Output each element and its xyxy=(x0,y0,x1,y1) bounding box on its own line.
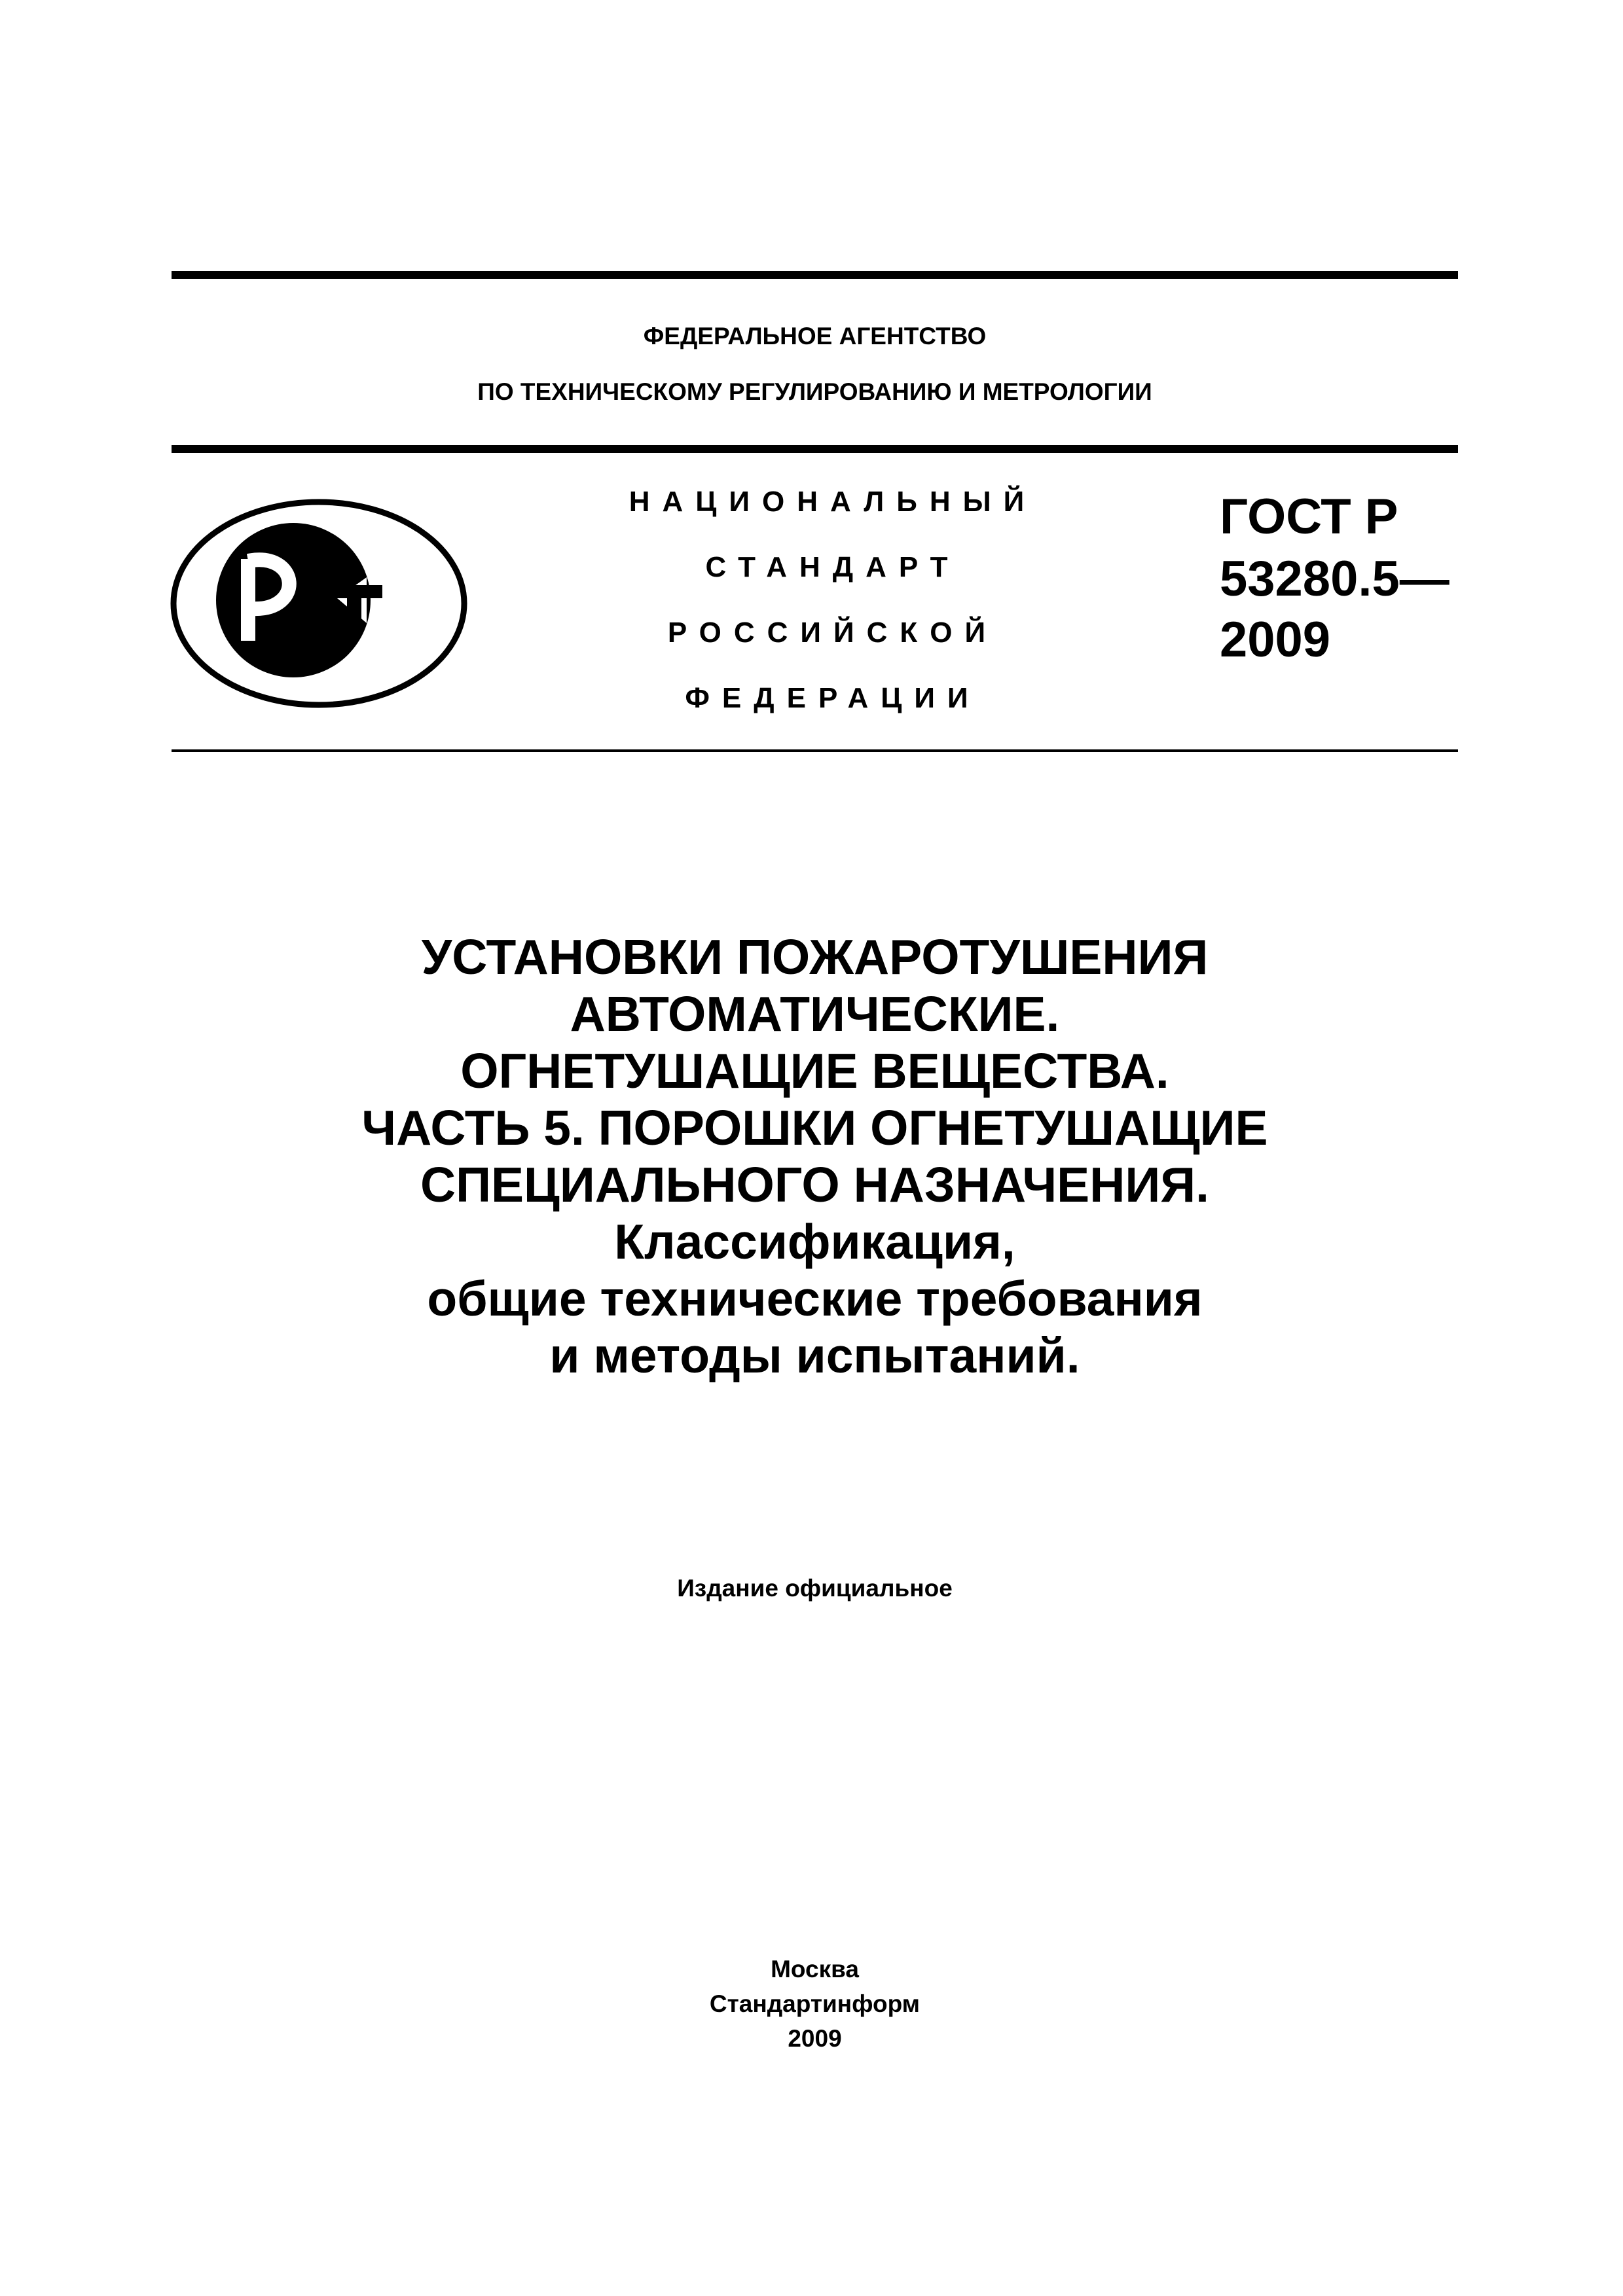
top-rule xyxy=(172,271,1458,279)
title-line-3: ОГНЕТУШАЩИЕ ВЕЩЕСТВА. xyxy=(460,1043,1169,1098)
imprint-city: Москва xyxy=(771,1956,859,1982)
title-line-2: АВТОМАТИЧЕСКИЕ. xyxy=(570,986,1060,1041)
agency-bottom-rule xyxy=(172,445,1458,453)
rst-conformity-mark-icon xyxy=(170,499,468,708)
imprint-year: 2009 xyxy=(788,2025,842,2052)
designation-line-1: ГОСТ Р xyxy=(1220,489,1398,545)
agency-line-2: ПО ТЕХНИЧЕСКОМУ РЕГУЛИРОВАНИЮ И МЕТРОЛОГИИ xyxy=(477,378,1152,405)
agency-line-1: ФЕДЕРАЛЬНОЕ АГЕНТСТВО xyxy=(643,323,987,350)
edition-label: Издание официальное xyxy=(677,1575,953,1602)
imprint-publisher: Стандартинформ xyxy=(709,1990,921,2017)
title-line-4: ЧАСТЬ 5. ПОРОШКИ ОГНЕТУШАЩИЕ xyxy=(361,1100,1268,1155)
designation-line-2: 53280.5— xyxy=(1220,551,1450,607)
standard-type-line-1: НАЦИОНАЛЬНЫЙ xyxy=(629,486,1037,518)
title-line-1: УСТАНОВКИ ПОЖАРОТУШЕНИЯ xyxy=(421,929,1209,984)
designation-line-3: 2009 xyxy=(1220,612,1331,668)
title-line-7: общие технические требования xyxy=(427,1271,1203,1326)
title-line-8: и методы испытаний. xyxy=(549,1328,1080,1383)
standard-type-line-2: СТАНДАРТ xyxy=(705,551,960,583)
title-line-6: Классификация, xyxy=(614,1214,1015,1269)
header-bottom-rule xyxy=(172,749,1458,752)
title-line-5: СПЕЦИАЛЬНОГО НАЗНАЧЕНИЯ. xyxy=(420,1157,1210,1212)
standard-type-line-3: РОССИЙСКОЙ xyxy=(667,617,998,649)
standard-type-line-4: ФЕДЕРАЦИИ xyxy=(685,682,981,714)
